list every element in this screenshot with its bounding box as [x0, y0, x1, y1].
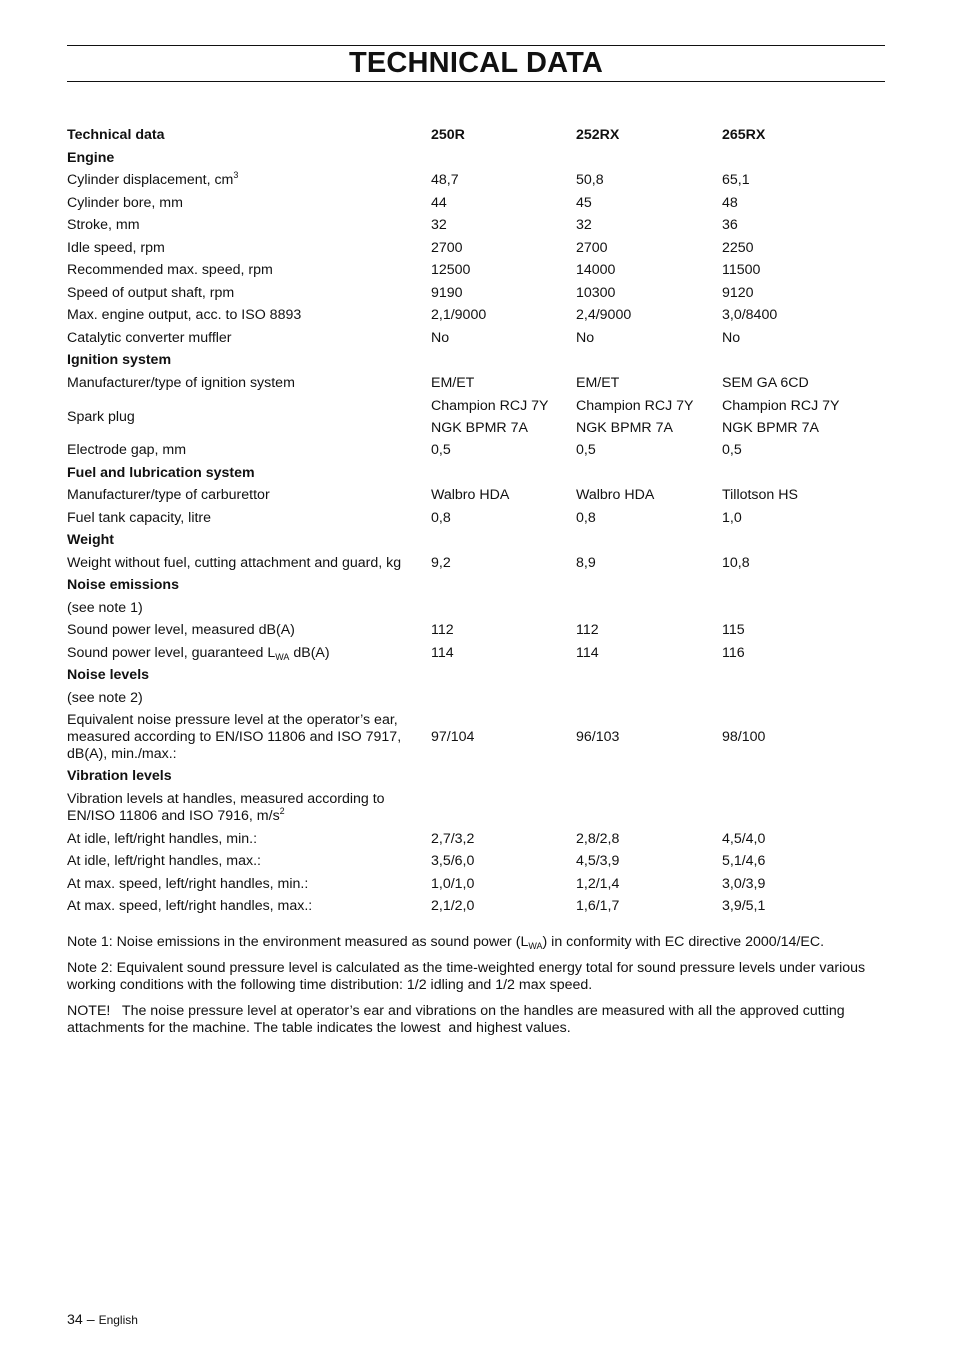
row-label: Stroke, mm — [67, 217, 140, 234]
cell-250r: 48,7 — [431, 172, 459, 189]
table-row — [67, 237, 885, 260]
section-row — [67, 530, 885, 553]
cell-line: Champion RCJ 7Y — [431, 397, 549, 414]
cell-252rx: 50,8 — [576, 172, 604, 189]
row-label-tail: dB(A) — [289, 644, 330, 661]
cell-line: NGK BPMR 7A — [722, 420, 819, 436]
row-label-text: Vibration levels at handles, measured according to EN/ISO 11806 and ISO 7916, m/s — [67, 791, 385, 824]
cell-265rx: 3,9/5,1 — [722, 898, 766, 915]
cell-250r — [431, 395, 576, 440]
table-row — [67, 642, 885, 665]
row-label: Sound power level, measured dB(A) — [67, 622, 295, 639]
section-heading-weight: Weight — [67, 532, 115, 549]
cell-265rx: 4,5/4,0 — [722, 830, 766, 847]
column-header-250r: 250R — [431, 127, 465, 143]
section-heading-engine: Engine — [67, 149, 115, 166]
language-label: English — [98, 1313, 138, 1327]
cell-line: Champion RCJ 7Y — [576, 397, 694, 414]
table-row — [67, 170, 885, 193]
cell-252rx: 2,4/9000 — [576, 307, 632, 324]
row-label — [67, 170, 431, 193]
table-row — [67, 395, 885, 440]
note-1-tail: ) in conformity with EC directive 2000/14/EC. — [542, 934, 825, 950]
table-row — [67, 873, 885, 896]
table-row — [67, 710, 885, 766]
cell-265rx: 9120 — [722, 284, 754, 301]
table-row — [67, 192, 885, 215]
table-row — [67, 260, 885, 283]
cell-250r: 44 — [431, 194, 447, 211]
note-1 — [67, 934, 885, 951]
cell-250r: 9190 — [431, 284, 463, 301]
row-label: Cylinder bore, mm — [67, 194, 183, 211]
section-row — [67, 766, 885, 789]
row-label: Spark plug — [67, 408, 135, 425]
cell-252rx: 1,2/1,4 — [576, 875, 620, 892]
cell-250r: EM/ET — [431, 374, 475, 391]
row-label-superscript: 3 — [233, 170, 239, 181]
table-row — [67, 851, 885, 874]
page-number: 34 – — [67, 1312, 95, 1328]
table-row — [67, 597, 885, 620]
row-label: Recommended max. speed, rpm — [67, 262, 273, 279]
row-label: Speed of output shaft, rpm — [67, 284, 235, 301]
note-1-subscript: WA — [528, 941, 543, 951]
cell-265rx: 115 — [722, 622, 745, 639]
cell-252rx — [576, 395, 722, 440]
note-2: Note 2: Equivalent sound pressure level is calculated as the time-weighted energy total for sound pressure levels under various working conditions with the following time distribution: 1/2 idling and 1/2 max speed. — [67, 960, 866, 993]
cell-252rx: 4,5/3,9 — [576, 853, 620, 870]
cell-250r: 32 — [431, 217, 447, 234]
row-label — [67, 642, 431, 665]
cell-250r: 2,1/9000 — [431, 307, 487, 324]
cell-252rx: No — [576, 329, 595, 346]
table-row — [67, 305, 885, 328]
cell-265rx: No — [722, 329, 741, 346]
row-label: Equivalent noise pressure level at the operator’s ear, measured according to EN/ISO 11806 and ISO 7917, dB(A), min./max.: — [67, 712, 402, 762]
table-row — [67, 372, 885, 395]
cell-265rx: 5,1/4,6 — [722, 853, 766, 870]
cell-250r: 2,7/3,2 — [431, 830, 475, 847]
cell-265rx: 3,0/8400 — [722, 307, 778, 324]
table-header-row — [67, 124, 885, 147]
table-row — [67, 620, 885, 643]
row-label — [67, 788, 431, 828]
cell-265rx: 36 — [722, 217, 738, 234]
cell-250r: 97/104 — [431, 729, 475, 745]
cell-252rx: 32 — [576, 217, 592, 234]
cell-252rx: 0,8 — [576, 509, 596, 526]
cell-250r: No — [431, 329, 450, 346]
row-label: At max. speed, left/right handles, min.: — [67, 875, 309, 892]
cell-250r: 0,5 — [431, 442, 451, 459]
cell-line: NGK BPMR 7A — [431, 420, 528, 436]
cell-252rx: Walbro HDA — [576, 487, 655, 504]
row-label: (see note 2) — [67, 689, 143, 706]
section-row — [67, 462, 885, 485]
cell-252rx: 10300 — [576, 284, 616, 301]
row-label: Max. engine output, acc. to ISO 8893 — [67, 307, 302, 324]
cell-250r: 2,1/2,0 — [431, 898, 475, 915]
cell-252rx: 114 — [576, 644, 599, 661]
column-header: Technical data — [67, 127, 165, 143]
cell-250r: Walbro HDA — [431, 487, 510, 504]
cell-265rx: 11500 — [722, 262, 761, 279]
cell-265rx: 65,1 — [722, 172, 750, 189]
section-heading-fuel: Fuel and lubrication system — [67, 464, 255, 481]
cell-265rx: 1,0 — [722, 509, 742, 526]
row-label: Weight without fuel, cutting attachment and guard, kg — [67, 554, 402, 571]
row-label: Catalytic converter muffler — [67, 329, 232, 346]
table-row — [67, 788, 885, 828]
row-label-subscript: WA — [275, 651, 290, 662]
cell-line: NGK BPMR 7A — [576, 420, 673, 436]
page-header — [67, 45, 885, 82]
table-row — [67, 896, 885, 919]
row-label-text: Cylinder displacement, cm — [67, 172, 234, 189]
section-heading-noise-levels: Noise levels — [67, 667, 150, 684]
section-row — [67, 350, 885, 373]
section-heading-noise-emissions: Noise emissions — [67, 577, 179, 594]
note-1-text: Note 1: Noise emissions in the environment measured as sound power (L — [67, 934, 529, 950]
section-heading-vibration: Vibration levels — [67, 768, 172, 785]
page-footer — [67, 1312, 138, 1328]
cell-265rx: 116 — [722, 644, 745, 661]
section-row — [67, 575, 885, 598]
cell-265rx: 3,0/3,9 — [722, 875, 766, 892]
cell-265rx: Tillotson HS — [722, 487, 798, 504]
technical-data-table — [67, 124, 885, 918]
cell-250r: 112 — [431, 622, 454, 639]
section-row — [67, 665, 885, 688]
row-label-superscript: 2 — [279, 806, 285, 816]
column-header-265rx: 265RX — [722, 127, 766, 143]
cell-250r: 9,2 — [431, 554, 451, 571]
row-label: Manufacturer/type of ignition system — [67, 374, 295, 391]
cell-252rx: EM/ET — [576, 374, 620, 391]
table-row — [67, 327, 885, 350]
section-heading-ignition: Ignition system — [67, 352, 172, 369]
row-label: Idle speed, rpm — [67, 239, 165, 256]
table-row — [67, 215, 885, 238]
cell-line: Champion RCJ 7Y — [722, 397, 840, 414]
row-label: At idle, left/right handles, max.: — [67, 853, 261, 870]
row-label: Fuel tank capacity, litre — [67, 509, 212, 526]
row-label: Manufacturer/type of carburettor — [67, 487, 270, 504]
table-row — [67, 440, 885, 463]
cell-250r: 0,8 — [431, 509, 451, 526]
table-row — [67, 552, 885, 575]
row-label: At max. speed, left/right handles, max.: — [67, 898, 313, 915]
cell-252rx: 8,9 — [576, 554, 596, 571]
cell-252rx: 45 — [576, 194, 592, 211]
cell-250r: 3,5/6,0 — [431, 853, 475, 870]
cell-252rx: 14000 — [576, 262, 616, 279]
cell-250r: 114 — [431, 644, 454, 661]
row-label-text: Sound power level, guaranteed L — [67, 644, 276, 661]
cell-252rx: 0,5 — [576, 442, 596, 459]
section-row — [67, 147, 885, 170]
row-label: (see note 1) — [67, 599, 143, 616]
cell-265rx: 98/100 — [722, 729, 766, 745]
cell-252rx: 2700 — [576, 239, 608, 256]
cell-250r: 12500 — [431, 262, 471, 279]
cell-265rx: 48 — [722, 194, 738, 211]
cell-252rx: 96/103 — [576, 729, 620, 745]
table-row — [67, 507, 885, 530]
page-title: TECHNICAL DATA — [348, 47, 604, 79]
cell-250r: 2700 — [431, 239, 463, 256]
row-label: Electrode gap, mm — [67, 442, 187, 459]
cell-265rx: SEM GA 6CD — [722, 374, 809, 391]
cell-252rx: 2,8/2,8 — [576, 830, 620, 847]
cell-252rx: 1,6/1,7 — [576, 898, 620, 915]
column-header-252rx: 252RX — [576, 127, 620, 143]
cell-265rx — [722, 395, 885, 440]
cell-250r: 1,0/1,0 — [431, 875, 475, 892]
cell-265rx: 0,5 — [722, 442, 742, 459]
table-row — [67, 485, 885, 508]
row-label: At idle, left/right handles, min.: — [67, 830, 258, 847]
cell-265rx: 2250 — [722, 239, 754, 256]
notes-section — [67, 934, 885, 1046]
cell-265rx: 10,8 — [722, 554, 750, 571]
cell-252rx: 112 — [576, 622, 599, 639]
note-3: NOTE! The noise pressure level at operator’s ear and vibrations on the handles are measured with all the approved cutting attachments for the machine. The table indicates the lowest and highest values. — [67, 1003, 845, 1036]
table-row — [67, 687, 885, 710]
table-row — [67, 828, 885, 851]
table-row — [67, 282, 885, 305]
